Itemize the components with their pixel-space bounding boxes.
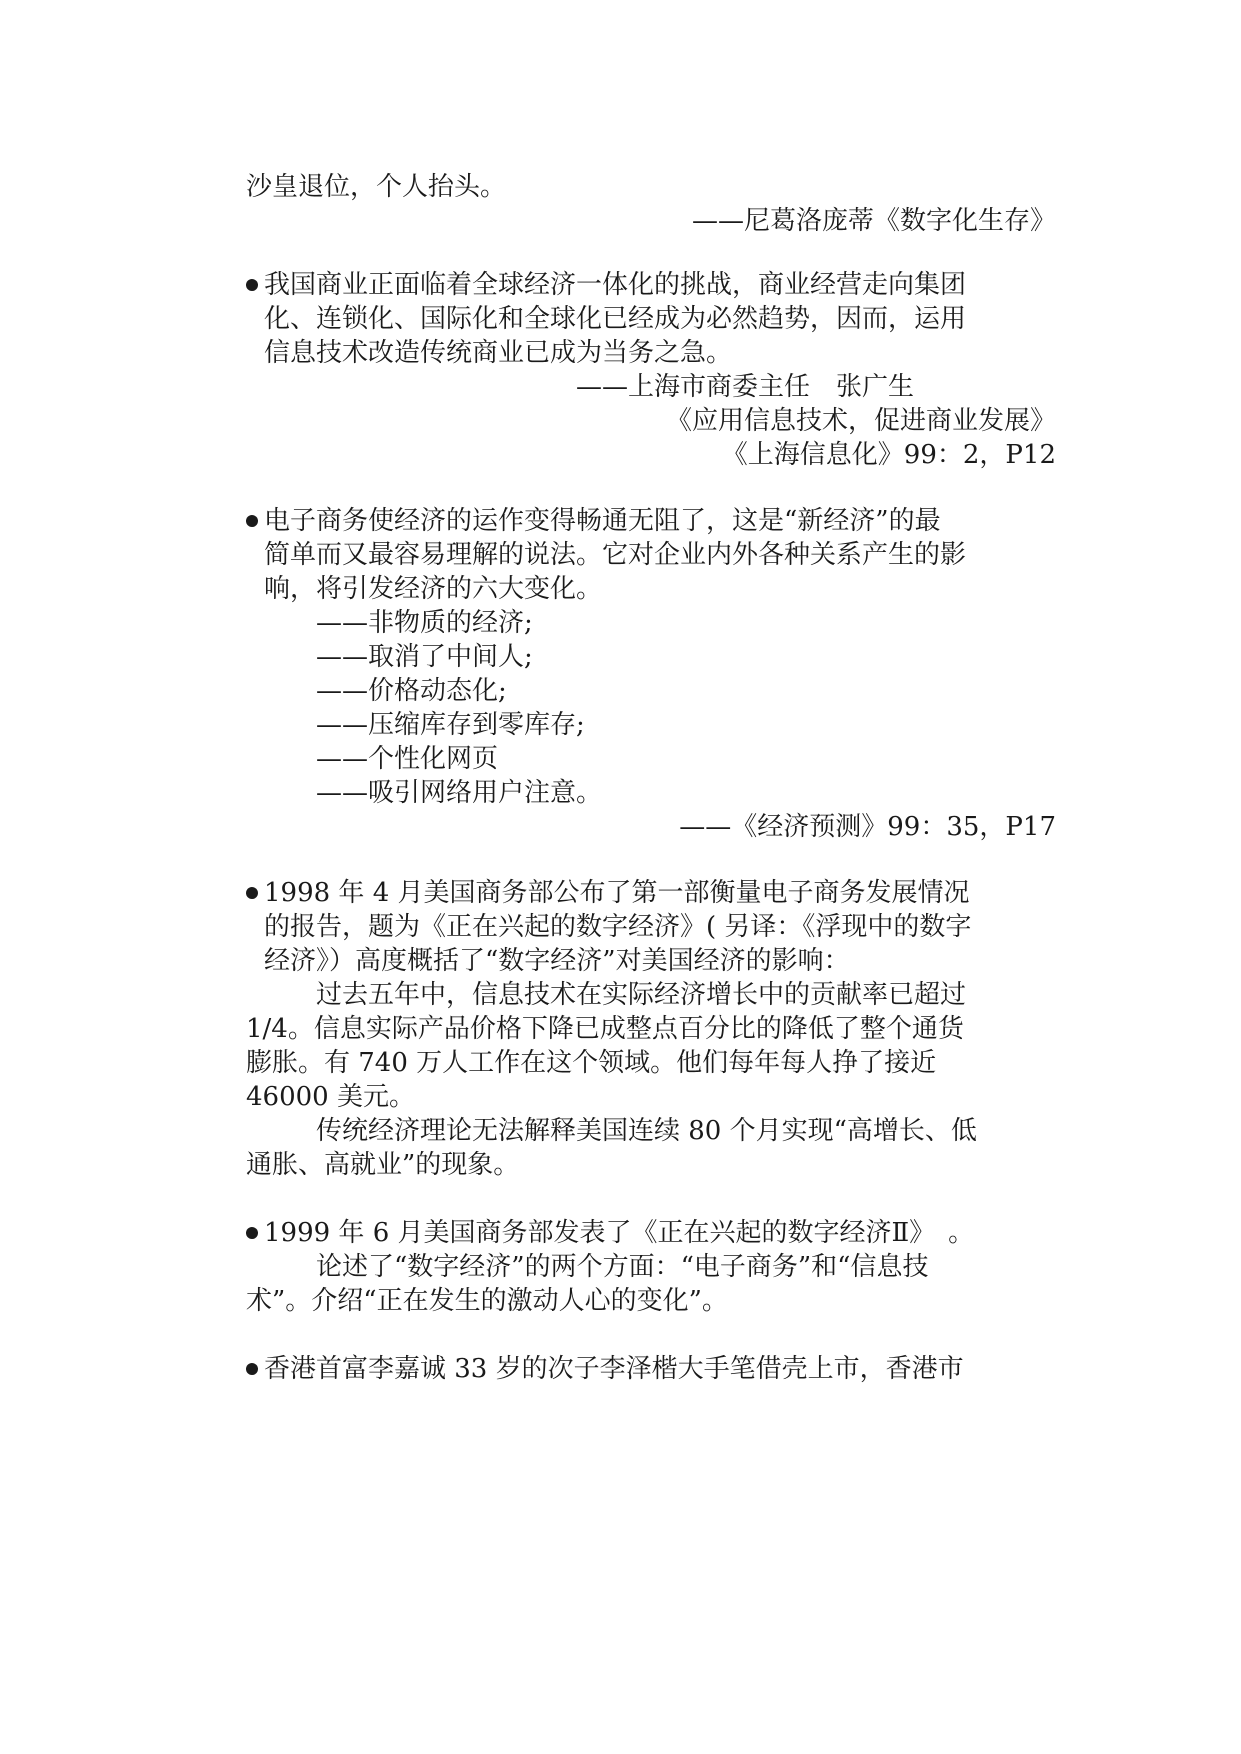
change-item: ——吸引网络用户注意。 <box>316 778 603 808</box>
bullet-icon <box>246 1363 258 1375</box>
item3-line-1: 1998 年 4 月美国商务部公布了第一部衡量电子商务发展情况 <box>264 878 970 908</box>
item5-line-1: 香港首富李嘉诚 33 岁的次子李泽楷大手笔借壳上市，香港市 <box>264 1354 964 1384</box>
change-item: ——个性化网页 <box>316 744 499 774</box>
item1-line-3: 信息技术改造传统商业已成为当务之急。 <box>264 338 733 368</box>
item4-para1-line: 术”。介绍“正在发生的激动人心的变化”。 <box>246 1286 728 1316</box>
change-item: ——压缩库存到零库存; <box>316 710 585 740</box>
item4-line-1: 1999 年 6 月美国商务部发表了《正在兴起的数字经济Ⅱ》 。 <box>264 1218 975 1248</box>
item1-source-title: 《应用信息技术，促进商业发展》 <box>665 406 1056 436</box>
bullet-icon <box>246 279 258 291</box>
item1-source-citation: 《上海信息化》99：2，P12 <box>721 440 1056 470</box>
change-item: ——非物质的经济; <box>316 608 533 638</box>
bullet-icon <box>246 515 258 527</box>
item3-para1-line: 过去五年中，信息技术在实际经济增长中的贡献率已超过 <box>316 980 967 1010</box>
item3-para1-line: 46000 美元。 <box>246 1082 415 1112</box>
item1-source-author: ——上海市商委主任 张广生 <box>576 372 915 402</box>
bullet-icon <box>246 887 258 899</box>
bullet-icon <box>246 1227 258 1239</box>
document-page <box>246 0 1056 1754</box>
item3-line-2: 的报告，题为《正在兴起的数字经济》( 另译：《浮现中的数字 <box>264 912 972 942</box>
change-item: ——取消了中间人; <box>316 642 533 672</box>
item2-source: ——《经济预测》99：35，P17 <box>679 812 1056 842</box>
change-item: ——价格动态化; <box>316 676 507 706</box>
item3-para2-line: 通胀、高就业”的现象。 <box>246 1150 520 1180</box>
item3-para1-line: 膨胀。有 740 万人工作在这个领域。他们每年每人挣了接近 <box>246 1048 937 1078</box>
intro-source: ——尼葛洛庞蒂《数字化生存》 <box>691 206 1056 236</box>
item2-line-3: 响，将引发经济的六大变化。 <box>264 574 603 604</box>
item2-line-1: 电子商务使经济的运作变得畅通无阻了，这是“新经济”的最 <box>264 506 941 536</box>
item3-para2-line: 传统经济理论无法解释美国连续 80 个月实现“高增长、低 <box>316 1116 977 1146</box>
item2-line-2: 简单而又最容易理解的说法。它对企业内外各种关系产生的影 <box>264 540 967 570</box>
item3-para1-line: 1/4。信息实际产品价格下降已成整点百分比的降低了整个通货 <box>246 1014 964 1044</box>
item1-line-2: 化、连锁化、国际化和全球化已经成为必然趋势，因而，运用 <box>264 304 967 334</box>
item3-line-3: 经济》）高度概括了“数字经济”对美国经济的影响： <box>264 946 850 976</box>
intro-line: 沙皇退位，个人抬头。 <box>246 172 507 202</box>
item1-line-1: 我国商业正面临着全球经济一体化的挑战，商业经营走向集团 <box>264 270 967 300</box>
item4-para1-line: 论述了“数字经济”的两个方面：“电子商务”和“信息技 <box>316 1252 929 1282</box>
